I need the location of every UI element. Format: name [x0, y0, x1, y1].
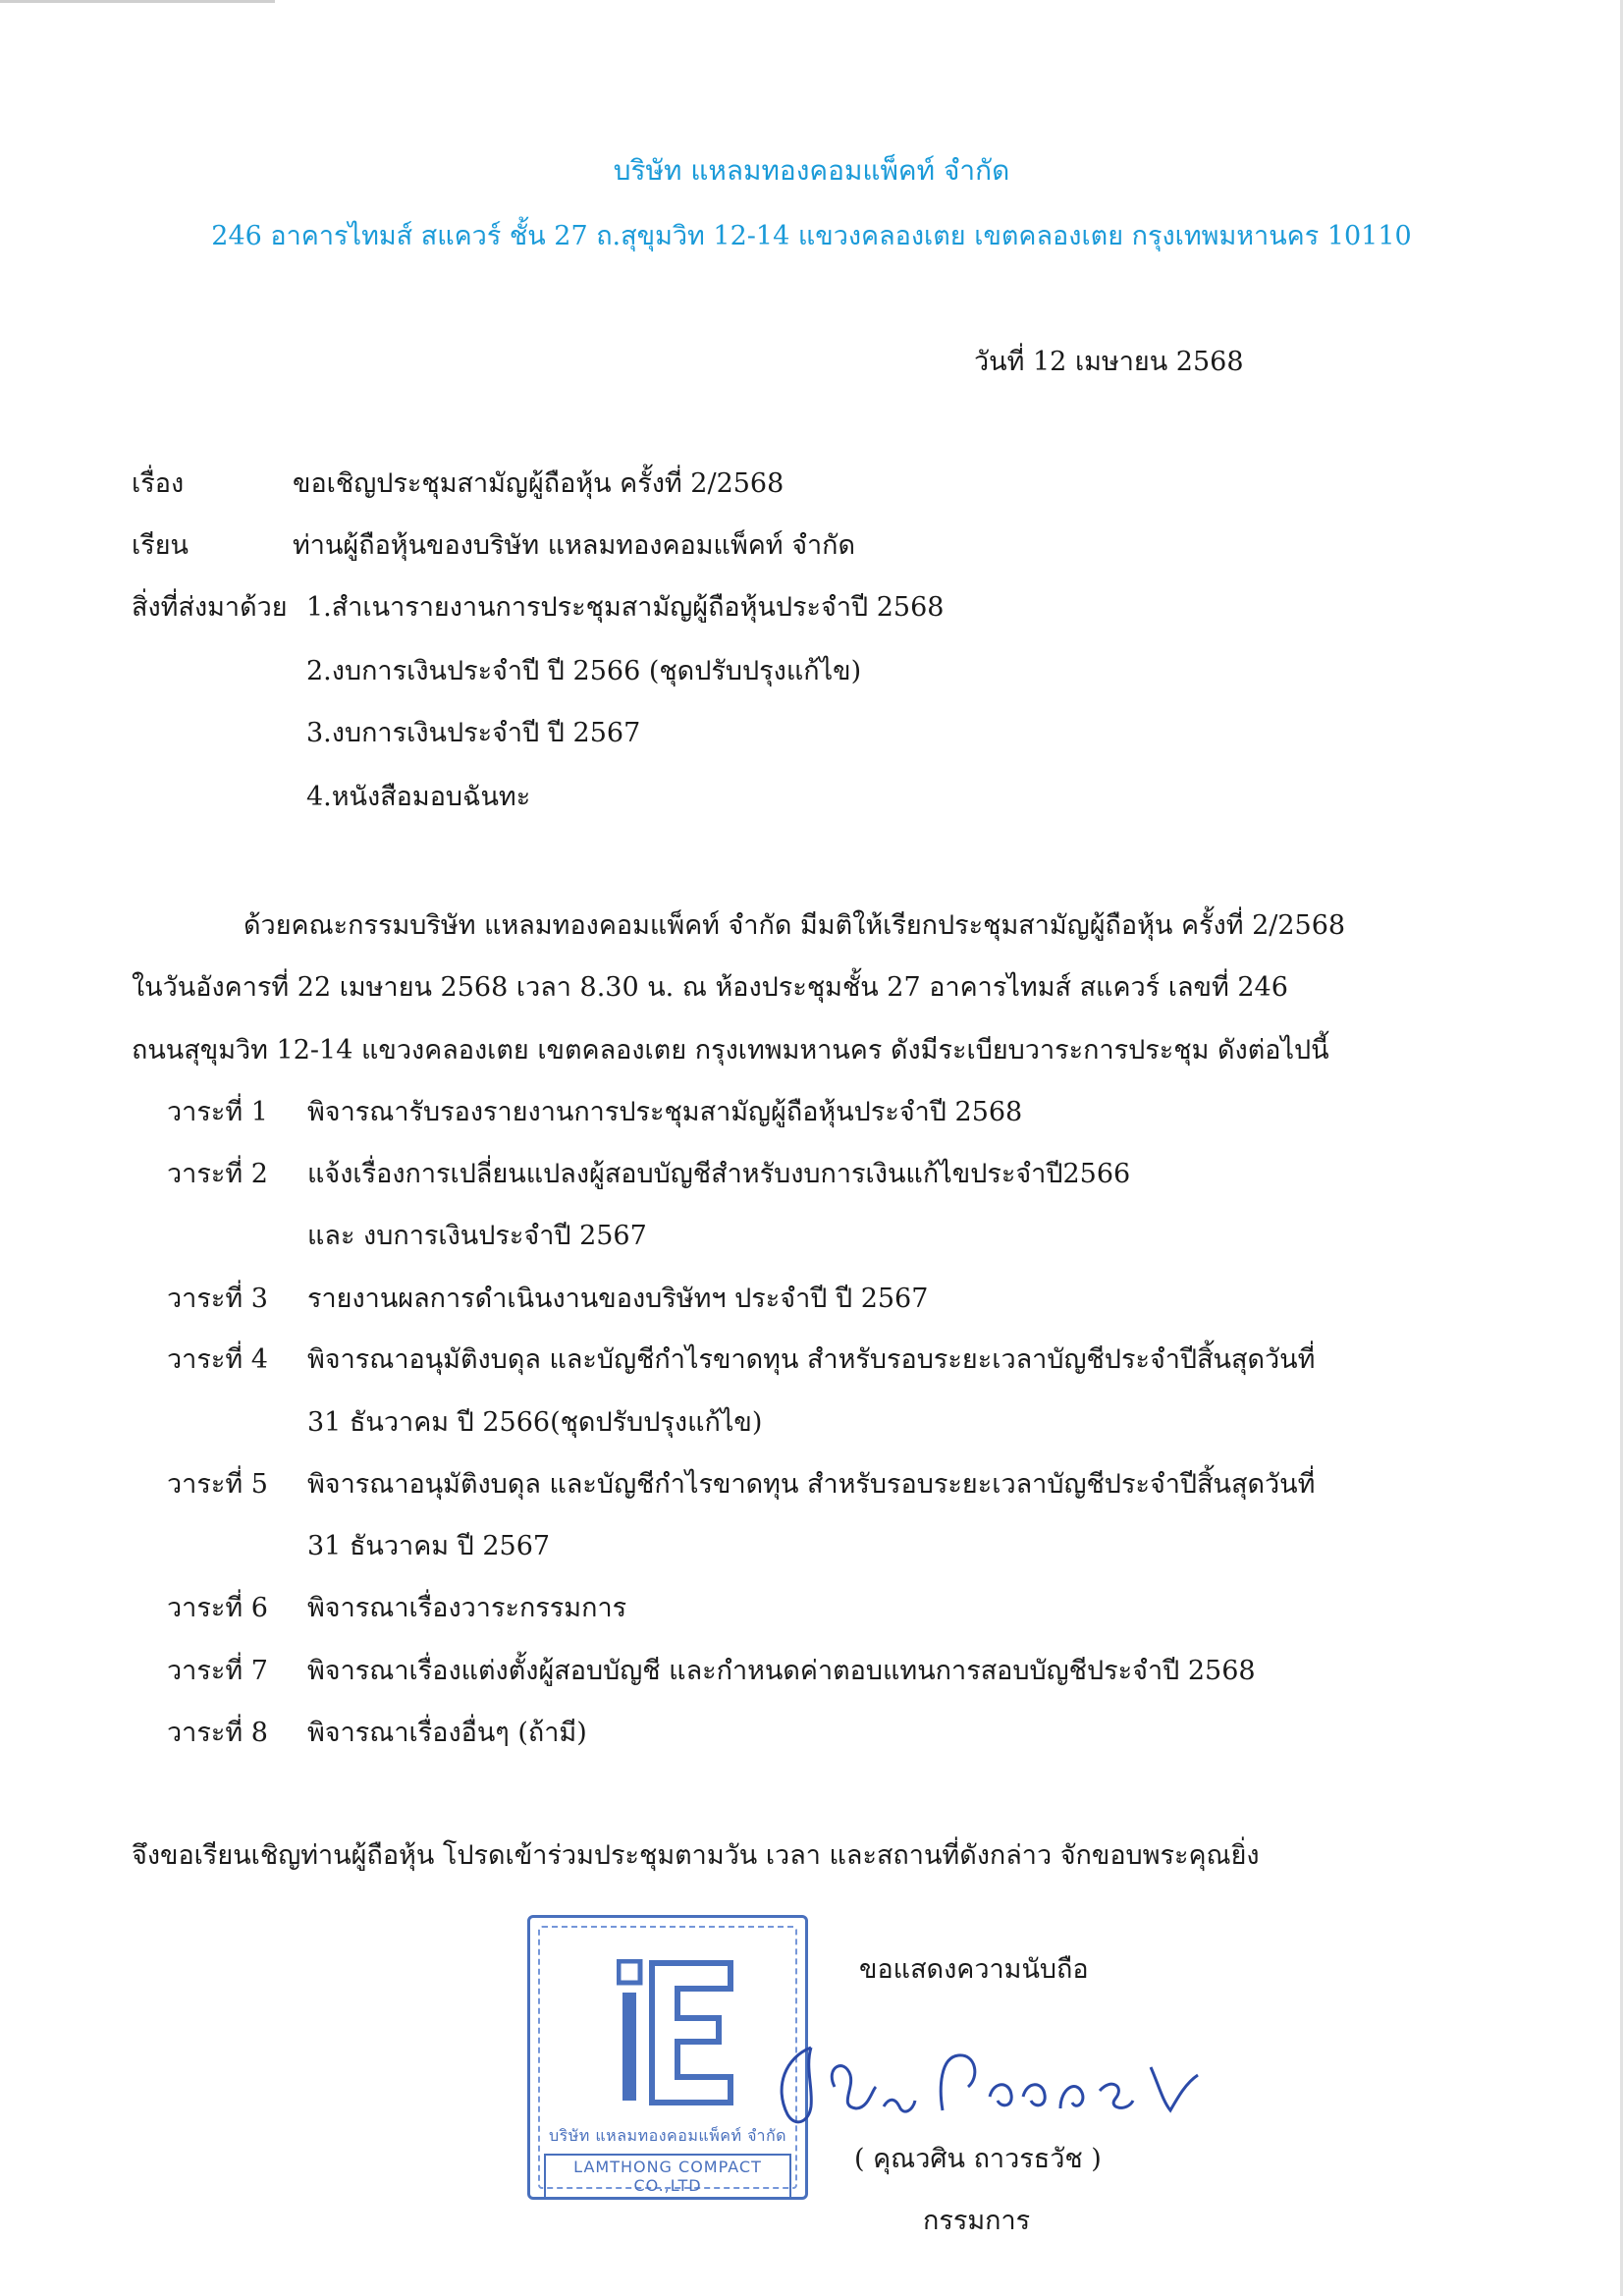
- agenda-text: พิจารณาอนุมัติงบดุล และบัญชีกำไรขาดทุน สำหรับรอบระยะเวลาบัญชีประจำปีสิ้นสุดวันที่: [307, 1344, 1316, 1375]
- enclosure-item: 4.หนังสือมอบฉันทะ: [306, 782, 531, 812]
- stamp-text-th: บริษัท แหลมทองคอมแพ็คท์ จำกัด: [548, 2126, 787, 2145]
- enclosures-label: สิ่งที่ส่งมาด้วย: [132, 592, 288, 623]
- closing-text: จึงขอเรียนเชิญท่านผู้ถือหุ้น โปรดเข้าร่วมประชุมตามวัน เวลา และสถานที่ดังกล่าว จักขอบพระคุณยิ่ง: [132, 1840, 1260, 1871]
- letterhead-company: บริษัท แหลมทองคอมแพ็คท์ จำกัด: [613, 154, 1010, 187]
- body-line: ถนนสุขุมวิท 12-14 แขวงคลองเตย เขตคลองเตย กรุงเทพมหานคร ดังมีระเบียบวาระการประชุม ดังต่อไปนี้: [132, 1035, 1329, 1066]
- agenda-number: วาระที่ 6: [167, 1593, 268, 1623]
- subject-label: เรื่อง: [132, 468, 185, 499]
- letter-date: วันที่ 12 เมษายน 2568: [974, 347, 1244, 377]
- agenda-text: พิจารณาอนุมัติงบดุล และบัญชีกำไรขาดทุน สำหรับรอบระยะเวลาบัญชีประจำปีสิ้นสุดวันที่: [307, 1469, 1316, 1500]
- regards-text: ขอแสดงความนับถือ: [859, 1954, 1089, 1985]
- signer-title: กรรมการ: [923, 2206, 1031, 2236]
- agenda-text: พิจารณาเรื่องแต่งตั้งผู้สอบบัญชี และกำหนดค่าตอบแทนการสอบบัญชีประจำปี 2568: [307, 1656, 1256, 1686]
- agenda-text: พิจารณารับรองรายงานการประชุมสามัญผู้ถือหุ้นประจำปี 2568: [307, 1097, 1023, 1127]
- agenda-number: วาระที่ 4: [167, 1344, 268, 1375]
- company-logo-icon: [617, 1959, 734, 2106]
- agenda-text: พิจารณาเรื่องอื่นๆ (ถ้ามี): [307, 1718, 587, 1748]
- body-line: ด้วยคณะกรรมบริษัท แหลมทองคอมแพ็คท์ จำกัด มีมติให้เรียกประชุมสามัญผู้ถือหุ้น ครั้งที่ 2/2568: [243, 910, 1346, 941]
- enclosure-item: 2.งบการเงินประจำปี ปี 2566 (ชุดปรับปรุงแก้ไข): [306, 656, 862, 686]
- agenda-text: 31 ธันวาคม ปี 2567: [307, 1531, 551, 1561]
- agenda-text: รายงานผลการดำเนินงานของบริษัทฯ ประจำปี ปี 2567: [307, 1284, 929, 1314]
- agenda-text: แจ้งเรื่องการเปลี่ยนแปลงผู้สอบบัญชีสำหรับงบการเงินแก้ไขประจำปี2566: [307, 1159, 1131, 1189]
- letterhead-address: 246 อาคารไทมส์ สแควร์ ชั้น 27 ถ.สุขุมวิท 12-14 แขวงคลองเตย เขตคลองเตย กรุงเทพมหานคร 10110: [211, 221, 1412, 251]
- enclosure-item: 3.งบการเงินประจำปี ปี 2567: [306, 718, 641, 748]
- subject-value: ขอเชิญประชุมสามัญผู้ถือหุ้น ครั้งที่ 2/2568: [293, 468, 784, 499]
- to-value: ท่านผู้ถือหุ้นของบริษัท แหลมทองคอมแพ็คท์ จำกัด: [293, 530, 856, 561]
- agenda-number: วาระที่ 5: [167, 1469, 268, 1500]
- agenda-number: วาระที่ 3: [167, 1284, 268, 1314]
- signature: [766, 2028, 1237, 2136]
- enclosure-item: 1.สำเนารายงานการประชุมสามัญผู้ถือหุ้นประจำปี 2568: [306, 592, 945, 623]
- body-line: ในวันอังคารที่ 22 เมษายน 2568 เวลา 8.30 น. ณ ห้องประชุมชั้น 27 อาคารไทมส์ สแควร์ เลขที่ 246: [132, 972, 1288, 1003]
- to-label: เรียน: [132, 530, 189, 561]
- page-edge-top: [0, 0, 275, 3]
- agenda-number: วาระที่ 2: [167, 1159, 268, 1189]
- signer-name: ( คุณวศิน ถาวรธวัช ): [854, 2144, 1102, 2174]
- agenda-text: และ งบการเงินประจำปี 2567: [307, 1221, 647, 1251]
- agenda-number: วาระที่ 7: [167, 1656, 268, 1686]
- agenda-number: วาระที่ 8: [167, 1718, 268, 1748]
- agenda-number: วาระที่ 1: [167, 1097, 268, 1127]
- agenda-text: พิจารณาเรื่องวาระกรรมการ: [307, 1593, 627, 1623]
- agenda-text: 31 ธันวาคม ปี 2566(ชุดปรับปรุงแก้ไข): [307, 1407, 763, 1438]
- stamp-text-en: LAMTHONG COMPACT CO.,LTD: [544, 2154, 791, 2199]
